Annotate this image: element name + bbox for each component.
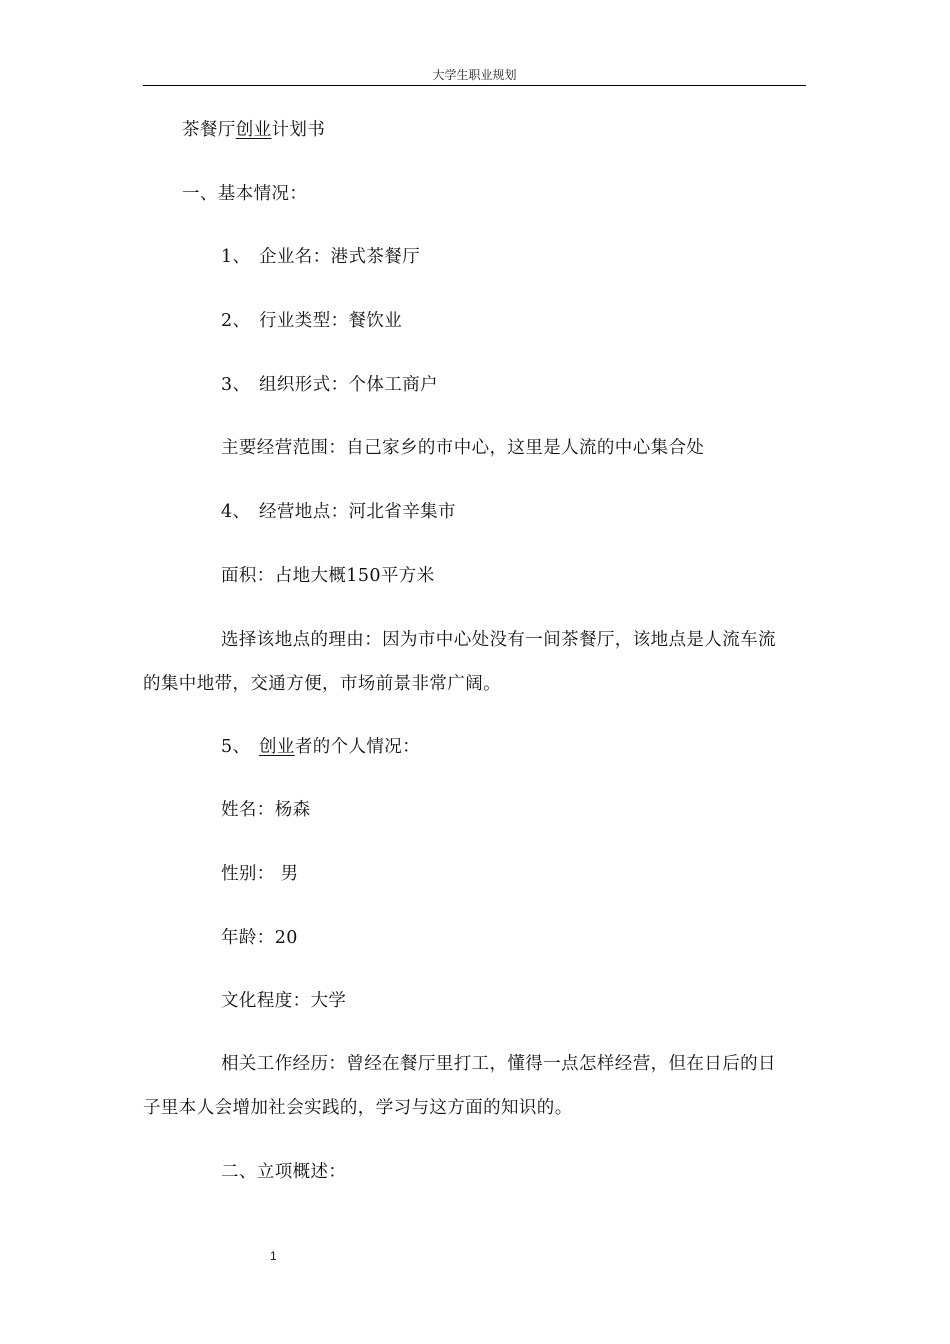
page-header-rule [143, 85, 806, 86]
document-title-pre: 茶餐厅 [182, 120, 236, 140]
paragraph-location-reason-line2: 的集中地带，交通方便，市场前景非常广阔。 [143, 674, 501, 694]
document-title-post: 计划书 [271, 120, 326, 140]
list-number: 4、 [221, 502, 251, 522]
list-number: 5、 [221, 737, 251, 757]
page-number: 1 [270, 1249, 277, 1263]
list-number: 3、 [221, 375, 251, 395]
paragraph-location-reason-line1: 选择该地点的理由：因为市中心处没有一间茶餐厅，该地点是人流车流 [221, 630, 776, 650]
section-heading-project-overview: 二、立项概述： [221, 1162, 347, 1182]
paragraph-gender: 性别： 男 [221, 864, 299, 884]
list-number: 2、 [221, 311, 251, 331]
section-heading-basic-info: 一、基本情况： [182, 184, 308, 204]
list-item-organization-form [221, 373, 438, 397]
list-item-text: 经营地点：河北省辛集市 [259, 502, 456, 522]
list-item-underlined: 创业 [259, 737, 295, 757]
list-item-text: 企业名：港式茶餐厅 [259, 247, 421, 267]
document-title [182, 118, 325, 142]
list-item-company-name [221, 245, 420, 269]
list-item-founder-info [221, 735, 420, 759]
list-item-text: 行业类型：餐饮业 [259, 311, 403, 331]
paragraph-age: 年龄：20 [221, 928, 298, 948]
paragraph-work-experience-line2: 子里本人会增加社会实践的，学习与这方面的知识的。 [143, 1098, 573, 1118]
document-title-underlined: 创业 [235, 120, 272, 140]
list-item-text: 组织形式：个体工商户 [259, 375, 438, 395]
paragraph-name: 姓名：杨森 [221, 800, 311, 820]
paragraph-area: 面积：占地大概150平方米 [221, 566, 435, 586]
paragraph-education: 文化程度：大学 [221, 991, 347, 1011]
list-item-industry-type [221, 309, 402, 333]
paragraph-business-scope: 主要经营范围：自己家乡的市中心，这里是人流的中心集合处 [221, 438, 705, 458]
list-item-business-location [221, 500, 456, 524]
list-number: 1、 [221, 247, 251, 267]
list-item-text: 者的个人情况： [294, 737, 421, 757]
paragraph-work-experience-line1: 相关工作经历：曾经在餐厅里打工，懂得一点怎样经营，但在日后的日 [221, 1054, 776, 1074]
page-header-title: 大学生职业规划 [432, 68, 517, 82]
